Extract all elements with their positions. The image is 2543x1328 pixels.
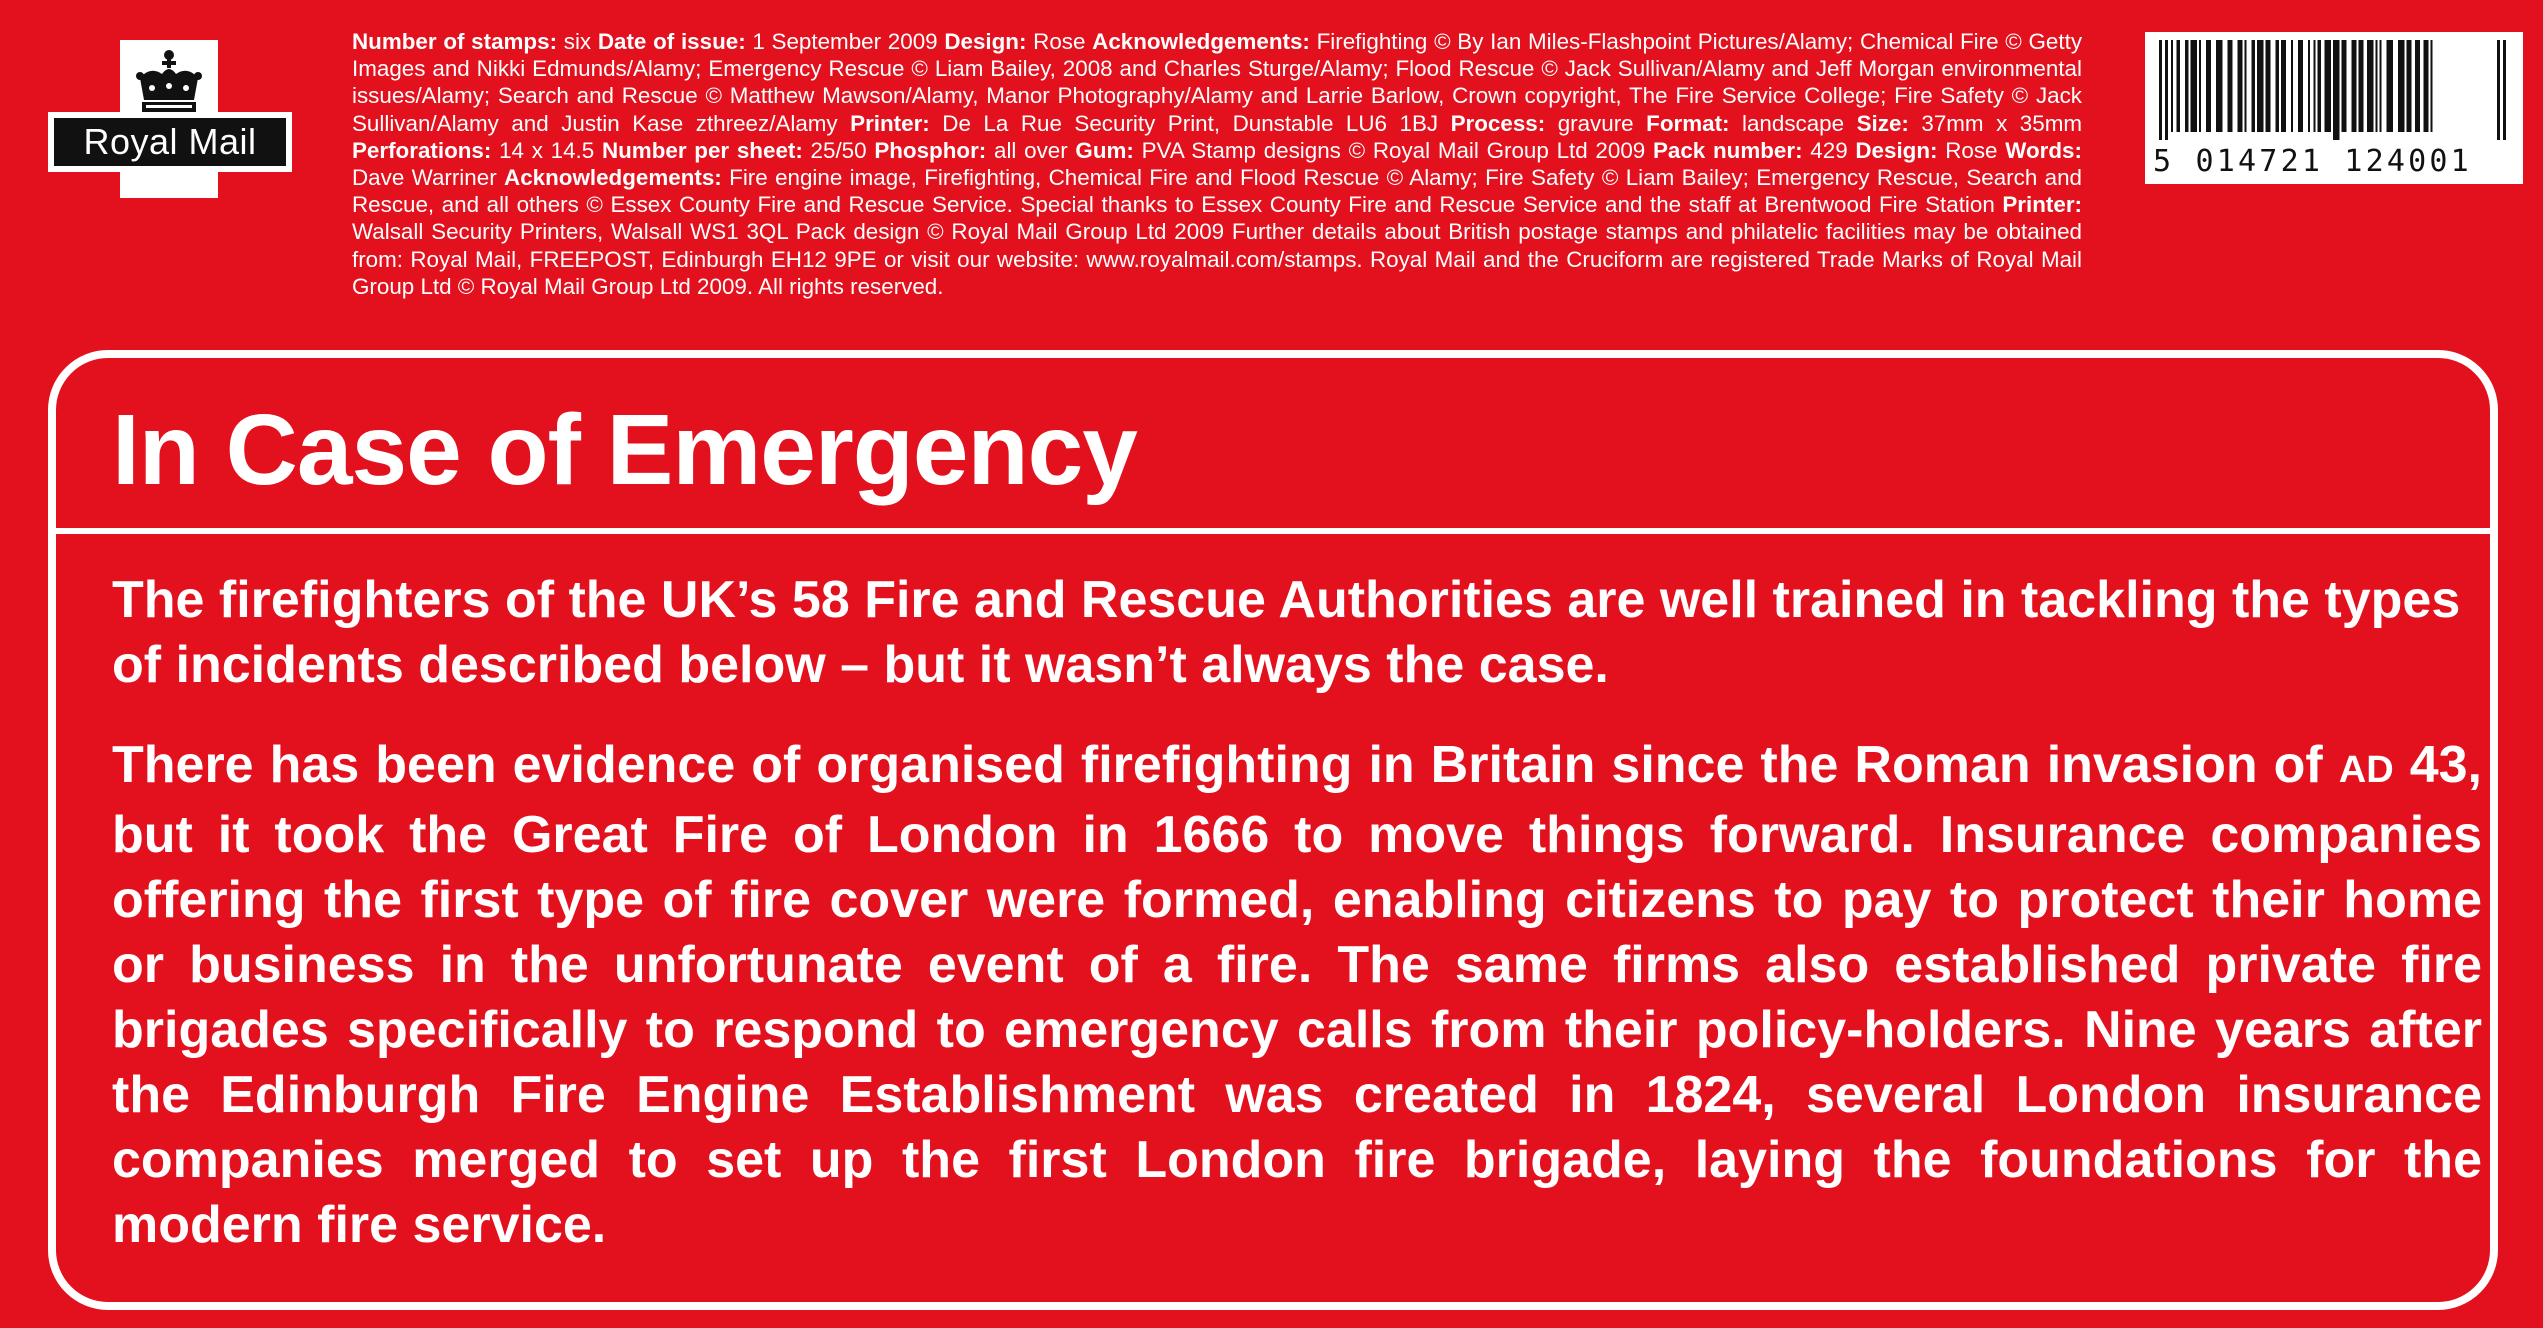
barcode-bar: [2424, 40, 2429, 132]
fineprint-label: Perforations:: [352, 137, 492, 163]
fineprint-value: 37mm x 35mm: [1908, 110, 2083, 136]
barcode-bar: [2359, 40, 2364, 132]
barcode-bar: [2206, 40, 2211, 132]
fineprint-value: all over: [986, 137, 1076, 163]
barcode-bar: [2238, 40, 2243, 132]
fineprint-label: Date of issue:: [597, 29, 746, 54]
barcode-bar: [2380, 40, 2382, 132]
body-text-start: There has been evidence of organised firefighting in Britain since the Roman invasion of: [112, 736, 2339, 794]
barcode-bar: [2185, 40, 2189, 132]
barcode-bar: [2314, 40, 2316, 132]
fineprint-value: Rose: [1026, 29, 1093, 54]
barcode-digits: 5 014721 124001: [2153, 144, 2472, 179]
barcode-bar: [2325, 40, 2332, 132]
barcode-bar: [2398, 40, 2405, 132]
fineprint-label: Design:: [1855, 137, 1938, 163]
fineprint-label: Acknowledgements:: [1092, 29, 1310, 54]
fineprint-label: Process:: [1450, 110, 1546, 136]
barcode-bar: [2216, 40, 2223, 132]
barcode-bars: [2159, 40, 2509, 140]
main-panel: [48, 350, 2498, 1310]
fineprint-value: six: [557, 29, 598, 54]
royal-mail-logo: [48, 40, 292, 200]
fineprint-value: Fire engine image, Firefighting, Chemical Fire and Flood Rescue © Alamy; Fire Safety © Liam Bailey; Emergency Rescue, Search and Rescue, and all others © Essex County Fire and Rescue Service. Special thanks to Essex County Fire and Rescue Service and the staff at Brentwood Fire Station: [352, 165, 2083, 218]
fineprint-value: 14 x 14.5: [491, 137, 602, 163]
barcode-bar: [2387, 40, 2394, 132]
intro-paragraph: The firefighters of the UK’s 58 Fire and Rescue Authorities are well trained in tackling the types of incidents described below – but it wasn’t always the case.: [112, 571, 2461, 694]
barcode-bar: [2415, 40, 2420, 132]
barcode: [2145, 32, 2523, 184]
barcode-bar: [2191, 40, 2198, 132]
barcode-bar: [2228, 40, 2233, 132]
barcode-bar: [2276, 40, 2280, 132]
barcode-bar: [2431, 40, 2433, 132]
fineprint-label: Acknowledgements:: [504, 165, 722, 191]
fineprint-label: Printer:: [850, 110, 930, 136]
fineprint-label: Pack number:: [1652, 137, 1803, 163]
barcode-bar: [2281, 40, 2286, 132]
barcode-bar: [2318, 40, 2322, 132]
fineprint-label: Size:: [1856, 110, 1909, 136]
fineprint-value: Dave Warriner: [352, 165, 505, 191]
fineprint-value: De La Rue Security Print, Dunstable LU6 1BJ: [929, 110, 1451, 136]
barcode-bar: [2376, 40, 2378, 132]
fineprint-label: Design:: [944, 29, 1027, 54]
fineprint-label: Words:: [2005, 137, 2082, 163]
fineprint-value: Firefighting © By Ian Miles-Flashpoint Pictures/Alamy; Chemical Fire © Getty Images and Nikki Edmunds/Alamy; Emergency Rescue © Liam Bailey, 2008 and Charles Sturge/Alamy; Flood Rescue © Jack Sullivan/Alamy and Jeff Morgan environmental issues/Alamy; Search and Rescue © Matthew Mawson/Alamy, Manor Photography/Alamy and Larrie Barlow, Crown copyright, The Fire Service College; Fire Safety © Jack Sullivan/Alamy and Justin Kase zthreez/Alamy: [352, 29, 2083, 136]
era-abbreviation: AD: [2338, 749, 2394, 791]
panel-title: In Case of Emergency: [112, 394, 1137, 506]
barcode-bar: [2171, 40, 2173, 132]
barcode-bar: [2245, 40, 2247, 132]
barcode-bar: [2333, 40, 2340, 140]
barcode-bar: [2308, 40, 2310, 132]
fineprint-label: Format:: [1646, 110, 1730, 136]
body-text-rest: 43, but it took the Great Fire of London in 1666 to move things forward. Insurance companies offering the first type of fire cover were formed, enabling citizens to pay to protect their home or business in the unfortunate event of a fire. The same firms also established private fire brigades specifically to respond to emergency calls from their policy-holders. Nine years after the Edinburgh Fire Engine Establishment was created in 1824, several London insurance companies merged to set up the first London fire brigade, laying the foundations for the modern fire service.: [112, 736, 2483, 1254]
barcode-bar: [2199, 40, 2201, 132]
barcode-bar: [2352, 40, 2357, 132]
barcode-bar: [2497, 40, 2500, 140]
logo-wordmark-bar: [48, 112, 292, 172]
title-divider: [56, 528, 2490, 534]
barcode-bar: [2159, 40, 2162, 140]
barcode-bar: [2342, 40, 2347, 132]
crown-icon: [132, 48, 206, 122]
logo-wordmark: Royal Mail: [54, 118, 286, 166]
barcode-bar: [2407, 40, 2412, 132]
fineprint-value: 25/50: [802, 137, 875, 163]
fineprint-value: 1 September 2009: [745, 29, 945, 54]
fineprint-label: Phosphor:: [874, 137, 987, 163]
stamp-details-fineprint: [352, 28, 2082, 300]
barcode-bar: [2291, 40, 2293, 132]
fineprint-value: Rose: [1937, 137, 2006, 163]
barcode-bar: [2165, 40, 2168, 140]
body-paragraph: [112, 733, 2482, 1258]
barcode-bar: [2503, 40, 2506, 140]
barcode-bar: [2367, 40, 2374, 132]
fineprint-value: gravure: [1545, 110, 1647, 136]
fineprint-label: Printer:: [2002, 192, 2082, 218]
fineprint-label: Number per sheet:: [601, 137, 803, 163]
barcode-bar: [2266, 40, 2271, 132]
fineprint-value: Walsall Security Printers, Walsall WS1 3QL Pack design © Royal Mail Group Ltd 2009 Further details about British postage stamps and philatelic facilities may be obtained from: Royal Mail, FREEPOST, Edinburgh EH12 9PE or visit our website: www.royalmail.com/stamps. Royal Mail and the Cruciform are registered Trade Marks of Royal Mail Group Ltd © Royal Mail Group Ltd 2009. All rights reserved.: [352, 219, 2082, 299]
barcode-bar: [2177, 40, 2181, 132]
fineprint-value: landscape: [1729, 110, 1857, 136]
barcode-bar: [2298, 40, 2303, 132]
fineprint-value: PVA Stamp designs © Royal Mail Group Ltd 2009: [1133, 137, 1653, 163]
fineprint-label: Number of stamps:: [352, 29, 558, 54]
barcode-bar: [2252, 40, 2256, 132]
fineprint-label: Gum:: [1075, 137, 1134, 163]
fineprint-value: 429: [1802, 137, 1856, 163]
barcode-bar: [2257, 40, 2264, 132]
